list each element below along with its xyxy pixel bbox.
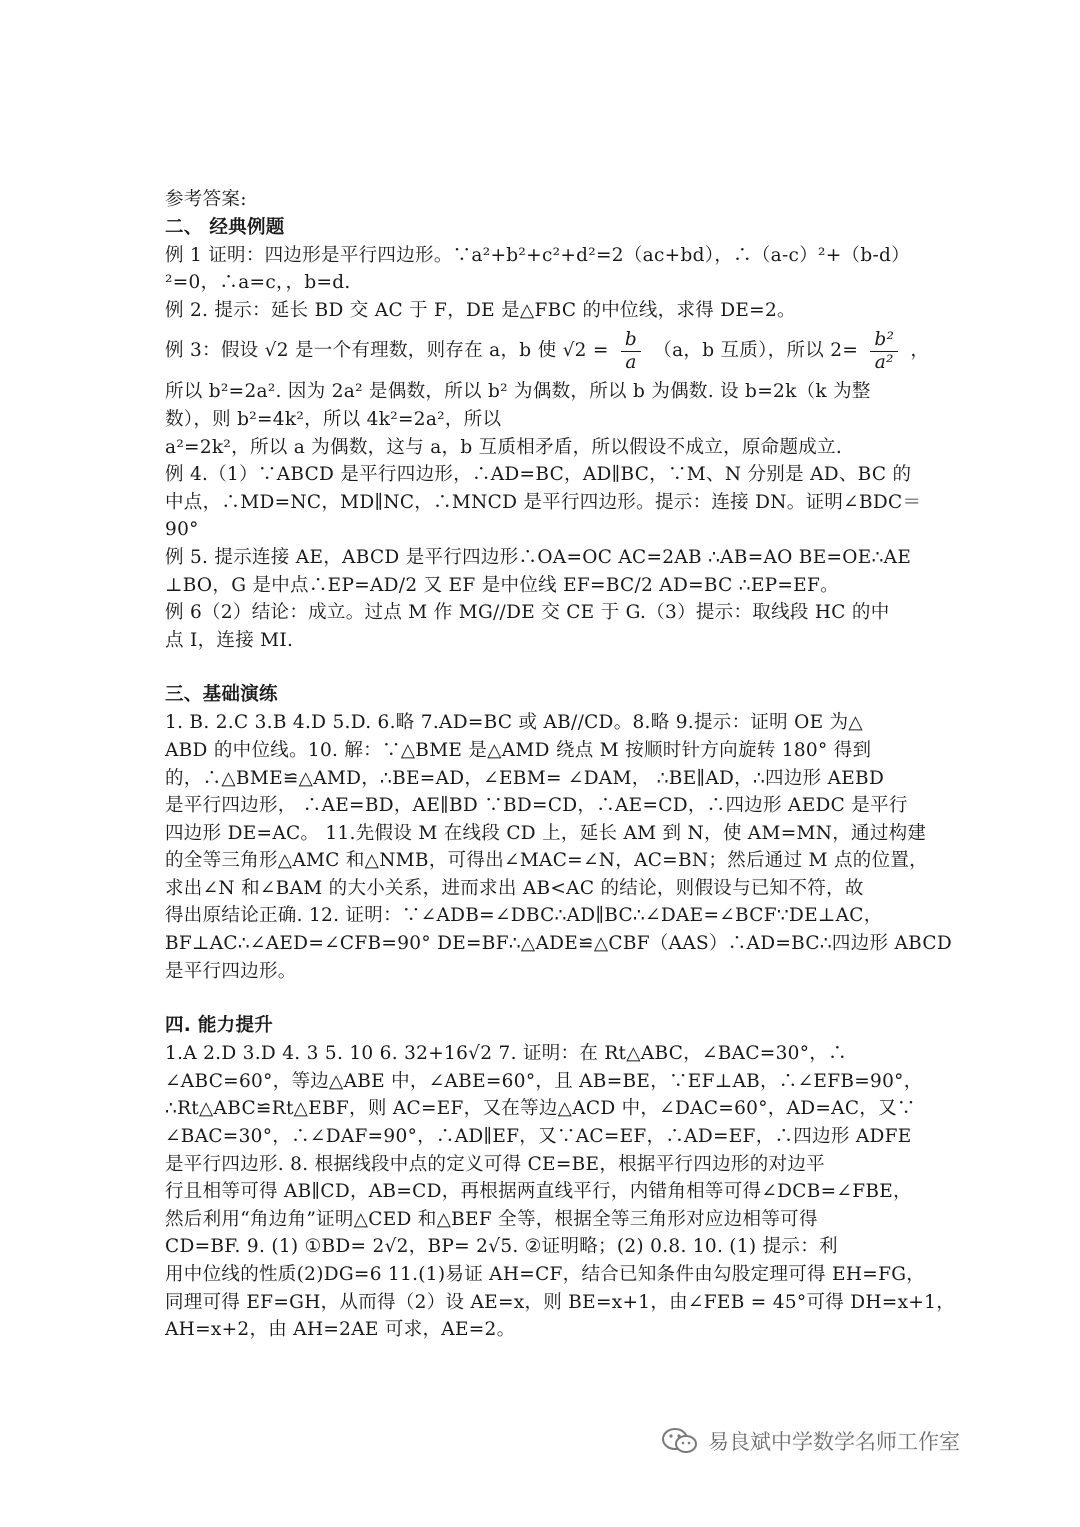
text-line: 1. B. 2.C 3.B 4.D 5.D. 6.略 7.AD=BC 或 AB//CD。8.略 9.提示：证明 OE 为△ <box>165 712 863 734</box>
text-line: ⊥BO，G 是中点∴EP=AD/2 又 EF 是中位线 EF=BC/2 AD=BC ∴EP=EF。 <box>165 574 839 596</box>
text-line: CD=BF. 9. (1) ①BD= 2√2，BP= 2√5. ②证明略；(2) 0.8. 10. (1) 提示：利 <box>165 1236 838 1258</box>
text-line: ²=0，∴a=c，，b=d. <box>165 272 351 294</box>
text-line: 数），则 b²=4k²，所以 4k²=2a²，所以 <box>165 408 502 430</box>
text-line: 的，∴△BME≌△AMD，∴BE=AD，∠EBM= ∠DAM， ∴BE∥AD，∴四边形 AEBD <box>165 767 885 789</box>
text-line: 同理可得 EF=GH，从而得（2）设 AE=x，则 BE=x+1，由∠FEB = 45°可得 DH=x+1， <box>165 1291 956 1313</box>
wechat-icon <box>660 1426 700 1456</box>
example-3-line <box>165 324 930 378</box>
text-line: BF⊥AC∴∠AED=∠CFB=90° DE=BF∴△ADE≌△CBF（AAS）∴AD=BC∴四边形 ABCD <box>165 933 952 955</box>
wechat-watermark <box>660 1426 960 1456</box>
text-line: 所以 b²=2a². 因为 2a² 是偶数，所以 b² 为偶数，所以 b 为偶数. 设 b=2k（k 为整 <box>165 381 871 403</box>
text-line: 例 1 证明：四边形是平行四边形。∵a²+b²+c²+d²=2（ac+bd），∴（a-c）²+（b-d） <box>165 244 910 266</box>
section-2-heading: 二、 经典例题 <box>165 216 285 238</box>
text-line: 例 5. 提示连接 AE，ABCD 是平行四边形∴OA=OC AC=2AB ∴AB=AO BE=OE∴AE <box>165 546 912 568</box>
page-title: 参考答案: <box>165 189 247 210</box>
text-line: a²=2k²，所以 a 为偶数，这与 a，b 互质相矛盾，所以假设不成立，原命题成立. <box>165 436 843 458</box>
answer-page <box>165 186 956 1344</box>
section-4-heading: 四. 能力提升 <box>165 1015 274 1037</box>
text-line: 1.A 2.D 3.D 4. 3 5. 10 6. 32+16√2 7. 证明：在 Rt△ABC，∠BAC=30°，∴ <box>165 1043 847 1065</box>
text-line: 的全等三角形△AMC 和△NMB，可得出∠MAC=∠N，AC=BN；然后通过 M 点的位置， <box>165 850 928 872</box>
text-line: 是平行四边形. 8. 根据线段中点的定义可得 CE=BE，根据平行四边形的对边平 <box>165 1153 825 1175</box>
ex3-mid: （a，b 互质），所以 2= <box>653 340 859 362</box>
text-line: 例 2. 提示：延长 BD 交 AC 于 F，DE 是△FBC 的中位线，求得 DE=2。 <box>165 299 796 321</box>
text-line: 行且相等可得 AB∥CD，AB=CD，再根据两直线平行，内错角相等可得∠DCB=∠FBE， <box>165 1181 912 1203</box>
fraction-denominator: a² <box>874 351 894 373</box>
text-line: 是平行四边形， ∴AE=BD，AE∥BD ∵BD=CD，∴AE=CD，∴四边形 AEDC 是平行 <box>165 795 908 817</box>
text-line: 求出∠N 和∠BAM 的大小关系，进而求出 AB<AC 的结论，则假设与已知不符，故 <box>165 877 864 899</box>
text-line: 例 4.（1）∵ABCD 是平行四边形，∴AD=BC，AD∥BC，∵M、N 分别是 AD、BC 的 <box>165 464 912 486</box>
watermark-text: 易良斌中学数学名师工作室 <box>708 1430 960 1454</box>
fraction-b-over-a <box>621 329 641 374</box>
ex3-prefix: 例 3：假设 √2 是一个有理数，则存在 a，b 使 √2 = <box>165 340 609 362</box>
text-line: 用中位线的性质(2)DG=6 11.(1)易证 AH=CF，结合已知条件由勾股定理可得 EH=FG， <box>165 1264 926 1285</box>
fraction-b2-over-a2 <box>870 329 898 374</box>
text-line: 得出原结论正确. 12. 证明：∵∠ADB=∠DBC∴AD∥BC∴∠DAE=∠BCF∵DE⊥AC， <box>165 905 883 927</box>
text-line: AH=x+2，由 AH=2AE 可求，AE=2。 <box>165 1319 516 1341</box>
text-line: 90° <box>165 519 199 541</box>
fraction-numerator: b² <box>870 329 898 352</box>
text-line: 四边形 DE=AC。 11.先假设 M 在线段 CD 上，延长 AM 到 N，使 AM=MN，通过构建 <box>165 822 927 844</box>
text-line: 例 6（2）结论：成立。过点 M 作 MG//DE 交 CE 于 G.（3）提示：取线段 HC 的中 <box>165 602 890 624</box>
fraction-denominator: a <box>625 351 637 373</box>
text-line: 点 I，连接 MI. <box>165 629 294 651</box>
text-line: ∴Rt△ABC≌Rt△EBF，则 AC=EF，又在等边△ACD 中，∠DAC=60°，AD=AC，又∵ <box>165 1098 916 1120</box>
text-line: ∠ABC=60°，等边△ABE 中，∠ABE=60°，且 AB=BE，∵EF⊥AB，∴∠EFB=90°， <box>165 1070 923 1092</box>
fraction-numerator: b <box>621 329 641 352</box>
section-3-heading: 三、基础演练 <box>165 684 278 706</box>
text-line: 中点，∴MD=NC，MD∥NC，∴MNCD 是平行四边形。提示：连接 DN。证明∠BDC＝ <box>165 491 922 513</box>
text-line: ABD 的中位线。10. 解：∵△BME 是△AMD 绕点 M 按顺时针方向旋转 180° 得到 <box>165 739 872 761</box>
ex3-end: ， <box>910 340 930 362</box>
text-line: 是平行四边形。 <box>165 960 297 982</box>
text-line: ∠BAC=30°，∴∠DAF=90°，∴AD∥EF，又∵AC=EF，∴AD=EF，∴四边形 ADFE <box>165 1126 912 1148</box>
text-line: 然后利用“角边角”证明△CED 和△BEF 全等，根据全等三角形对应边相等可得 <box>165 1208 818 1230</box>
